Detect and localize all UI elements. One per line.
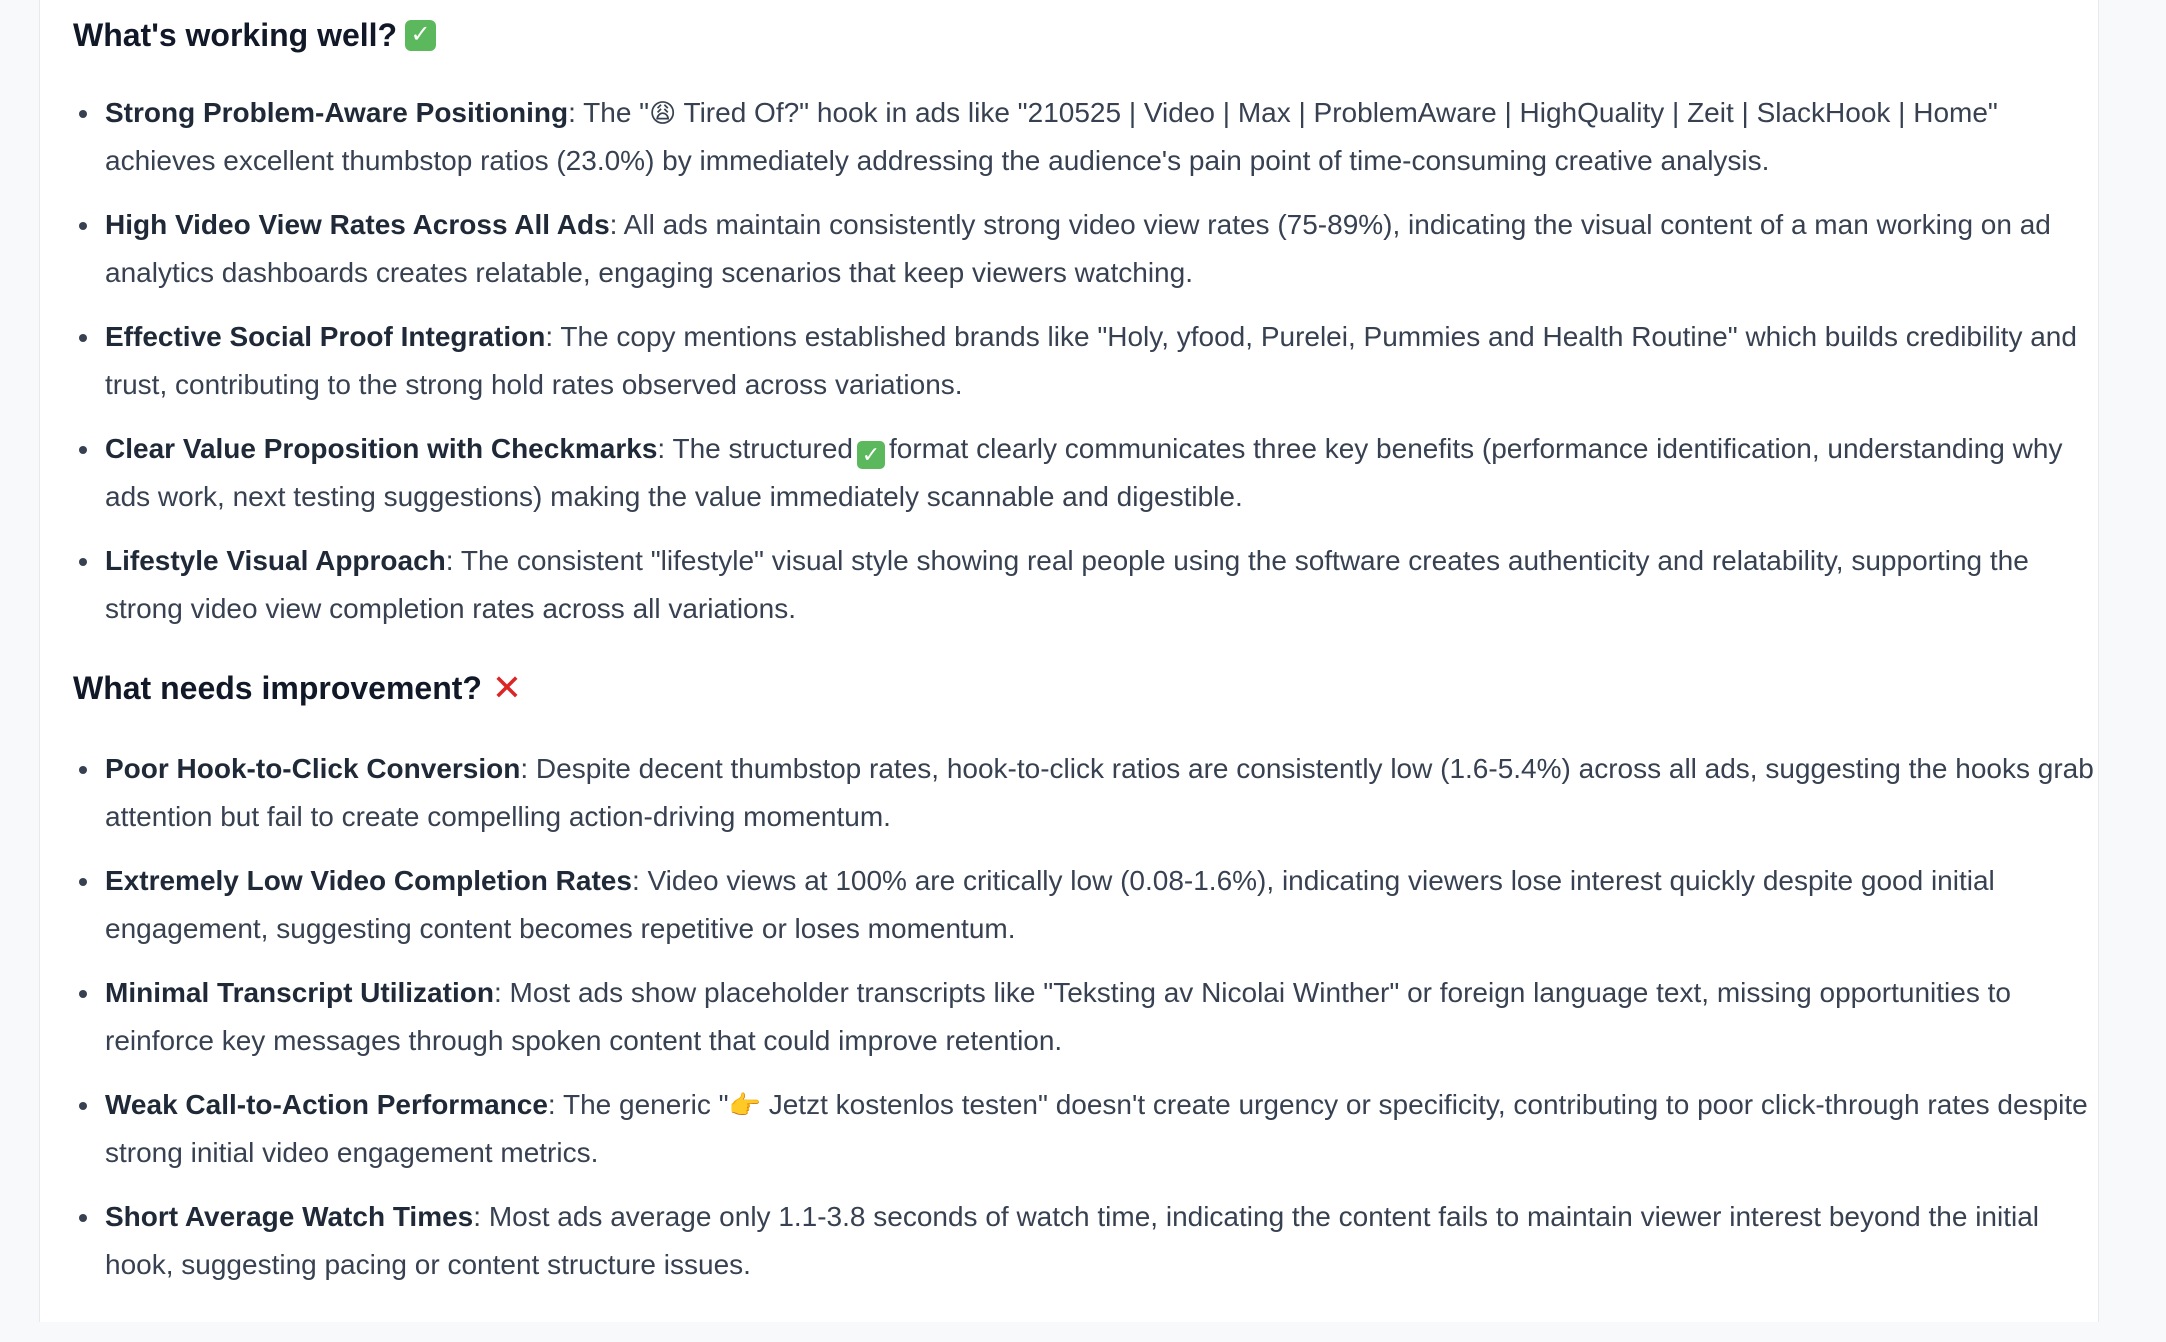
item-title: Extremely Low Video Completion Rates [105, 865, 632, 896]
item-text: : The structured [657, 433, 853, 464]
analysis-card [39, 0, 2099, 1322]
check-mark-icon: ✓ [857, 441, 885, 469]
check-mark-icon: ✓ [405, 20, 436, 51]
working-well-heading [73, 19, 436, 51]
item-text: : Video views at 100% are critically low (0.08-1.6%), indicating viewers lose interest quickly despite good initial engagement, suggesting content becomes repetitive or loses momentum. [105, 865, 1995, 944]
item-text: Jetzt kostenlos testen" doesn't create urgency or specificity, contributing to poor click-through rates despite strong initial video engagement metrics. [105, 1089, 2088, 1168]
item-title: Strong Problem-Aware Positioning [105, 97, 569, 128]
list-item [73, 1081, 2103, 1177]
pointing-hand-icon: 👉 [728, 1090, 761, 1120]
working-well-heading-text: What's working well? [73, 17, 398, 53]
list-item [73, 969, 2103, 1065]
item-title: High Video View Rates Across All Ads [105, 209, 610, 240]
item-text: : Most ads average only 1.1-3.8 seconds of watch time, indicating the content fails to maintain viewer interest beyond the initial hook, suggesting pacing or content structure issues. [105, 1201, 2040, 1280]
item-title: Weak Call-to-Action Performance [105, 1089, 548, 1120]
list-item [73, 745, 2103, 841]
item-text: : The generic " [547, 1089, 729, 1120]
item-title: Effective Social Proof Integration [105, 321, 546, 352]
working-well-list [73, 89, 2103, 649]
item-title: Lifestyle Visual Approach [105, 545, 446, 576]
item-text: : All ads maintain consistently strong video view rates (75-89%), indicating the visual content of a man working on ad analytics dashboards creates relatable, engaging scenarios that keep viewers watching. [105, 209, 2051, 288]
item-title: Short Average Watch Times [105, 1201, 474, 1232]
needs-improvement-list [73, 745, 2103, 1305]
item-title: Minimal Transcript Utilization [105, 977, 494, 1008]
item-text: : The " [568, 97, 650, 128]
list-item [73, 201, 2103, 297]
list-item [73, 857, 2103, 953]
item-text: format clearly communicates three key benefits (performance identification, understanding why ads work, next testing suggestions) making the value immediately scannable and digestible. [105, 433, 2063, 512]
item-text: : Most ads show placeholder transcripts like "Teksting av Nicolai Winther" or foreign language text, missing opportunities to reinforce key messages through spoken content that could improve retention. [105, 977, 2011, 1056]
item-text: : The consistent "lifestyle" visual style showing real people using the software creates authenticity and relatability, supporting the strong video view completion rates across all variations. [105, 545, 2029, 624]
list-item [73, 1193, 2103, 1289]
needs-improvement-heading-text: What needs improvement? [73, 670, 482, 706]
item-text: Tired Of?" hook in ads like "210525 | Video | Max | ProblemAware | HighQuality | Zeit | SlackHook | Home" achieves excellent thumbstop ratios (23.0%) by immediately addressing the audience's pain point of time-consuming creative analysis. [105, 97, 1998, 176]
list-item [73, 537, 2103, 633]
item-text: : The copy mentions established brands like "Holy, yfood, Purelei, Pummies and Health Routine" which builds credibility and trust, contributing to the strong hold rates observed across variations. [105, 321, 2077, 400]
list-item [73, 425, 2103, 521]
item-title: Poor Hook-to-Click Conversion [105, 753, 521, 784]
list-item [73, 89, 2103, 185]
item-title: Clear Value Proposition with Checkmarks [105, 433, 658, 464]
needs-improvement-heading [73, 667, 524, 708]
item-text: : Despite decent thumbstop rates, hook-to-click ratios are consistently low (1.6-5.4%) across all ads, suggesting the hooks grab attention but fail to create compelling action-driving momentum. [105, 753, 2094, 832]
cross-mark-icon: ✕ [491, 667, 523, 708]
list-item [73, 313, 2103, 409]
weary-face-icon: 😩 [649, 98, 677, 128]
